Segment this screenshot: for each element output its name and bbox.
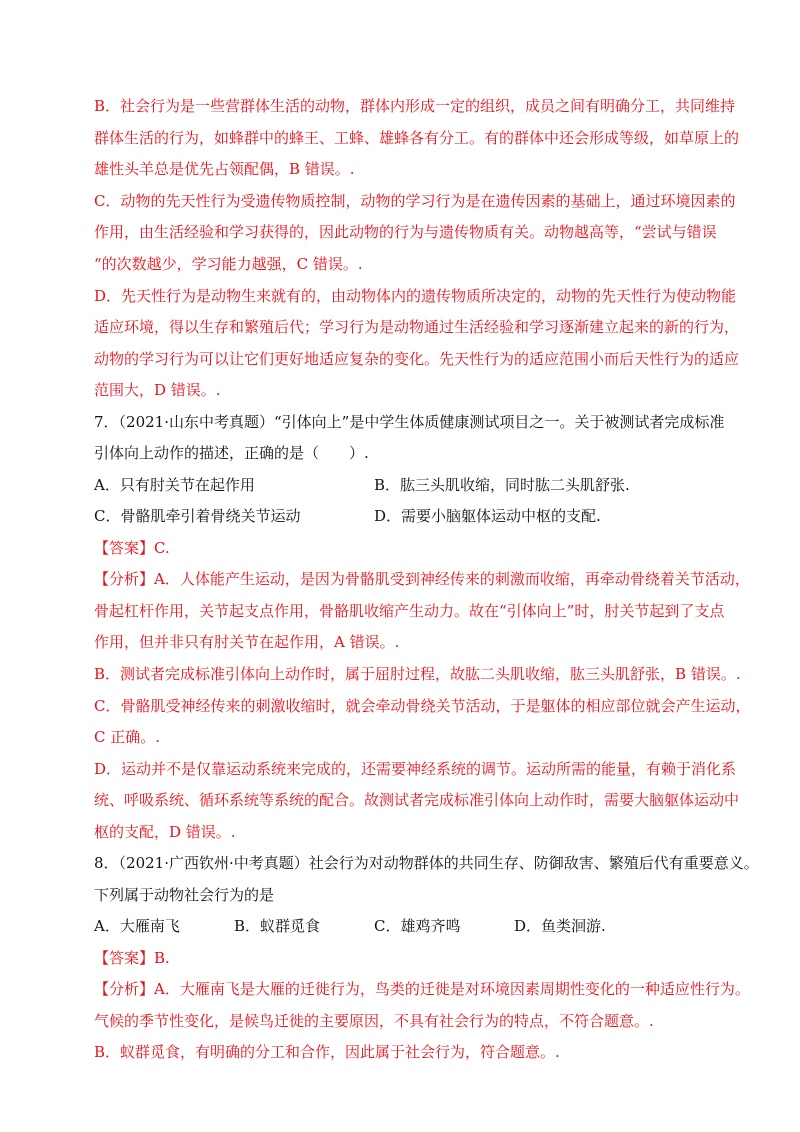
- q7-analysis-b-line1: B．测试者完成标准引体向上动作时，属于屈肘过程，故肱二头肌收缩，肱三头肌舒张，B 错误。.: [94, 665, 741, 683]
- q6-analysis-d-line3: 动物的学习行为可以让它们更好地适应复杂的变化。先天性行为的适应范围小而后天性行为的适应: [94, 350, 740, 368]
- q7-analysis-line3: 作用，但并非只有肘关节在起作用，A 错误。.: [94, 633, 400, 651]
- q6-analysis-c-line1: C．动物的先天性行为受遗传物质控制，动物的学习行为是在遗传因素的基础上，通过环境因素的: [94, 192, 736, 210]
- q8-analysis-line2: 气候的季节性变化，是候鸟迁徙的主要原因，不具有社会行为的特点，不符合题意。.: [94, 1012, 654, 1030]
- q7-option-c: C．骨骼肌牵引着骨绕关节运动: [94, 507, 301, 525]
- q6-analysis-d-line4: 范围大，D 错误。.: [94, 381, 221, 399]
- q6-analysis-c-line2: 作用，由生活经验和学习获得的，因此动物的行为与遗传物质有关。动物越高等，“尝试与错误: [94, 223, 717, 241]
- q8-analysis-line1: 【分析】A．大雁南飞是大雁的迁徙行为，鸟类的迁徙是对环境因素周期性变化的一种适应性行为。: [94, 980, 750, 998]
- q7-stem-line1: 7．（2021·山东中考真题）“引体向上”是中学生体质健康测试项目之一。关于被测试者完成标准: [94, 413, 725, 431]
- q7-option-d: D．需要小脑躯体运动中枢的支配.: [374, 507, 601, 525]
- q7-analysis-d-line3: 枢的支配，D 错误。.: [94, 823, 236, 841]
- q7-analysis-d-line2: 统、呼吸系统、循环系统等系统的配合。故测试者完成标准引体向上动作时，需要大脑躯体运动中: [94, 791, 740, 809]
- q8-stem-line2: 下列属于动物社会行为的是: [94, 886, 275, 904]
- q7-option-a: A．只有肘关节在起作用: [94, 476, 255, 494]
- q7-analysis-line1: 【分析】A．人体能产生运动，是因为骨骼肌受到神经传来的刺激而收缩，再牵动骨绕着关节活动，: [94, 570, 750, 588]
- q7-analysis-c-line1: C．骨骼肌受神经传来的刺激收缩时，就会牵动骨绕关节活动，于是躯体的相应部位就会产生运动，: [94, 697, 751, 715]
- q8-analysis-b-line1: B．蚁群觅食，有明确的分工和合作，因此属于社会行为，符合题意。.: [94, 1043, 560, 1061]
- q7-analysis-line2: 骨起杠杆作用，关节起支点作用，骨骼肌收缩产生动力。故在“引体向上”时，肘关节起到了支点: [94, 602, 725, 620]
- q7-answer: 【答案】C.: [94, 539, 170, 557]
- q7-analysis-c-line2: C 正确。.: [94, 728, 161, 746]
- q6-analysis-b-line1: B．社会行为是一些营群体生活的动物，群体内形成一定的组织，成员之间有明确分工，共同维持: [94, 97, 736, 115]
- q8-option-a: A．大雁南飞: [94, 917, 180, 935]
- q8-stem-line1: 8．（2021·广西钦州·中考真题）社会行为对动物群体的共同生存、防御敌害、繁殖后代有重要意义。: [94, 854, 759, 872]
- q8-option-b: B．蚁群觅食: [234, 917, 321, 935]
- q8-option-d: D．鱼类洄游.: [514, 917, 606, 935]
- q6-analysis-d-line1: D．先天性行为是动物生来就有的，由动物体内的遗传物质所决定的，动物的先天性行为使动物能: [94, 287, 737, 305]
- q6-analysis-b-line3: 雄性头羊总是优先占领配偶，B 错误。.: [94, 160, 355, 178]
- q6-analysis-b-line2: 群体生活的行为，如蜂群中的蜂王、工蜂、雄蜂各有分工。有的群体中还会形成等级，如草原上的: [94, 129, 740, 147]
- q7-stem-line2: 引体向上动作的描述，正确的是（ ）.: [94, 444, 369, 462]
- q7-analysis-d-line1: D．运动并不是仅靠运动系统来完成的，还需要神经系统的调节。运动所需的能量，有赖于消化系: [94, 760, 737, 778]
- q8-answer: 【答案】B.: [94, 949, 170, 967]
- q6-analysis-d-line2: 适应环境，得以生存和繁殖后代；学习行为是动物通过生活经验和学习逐渐建立起来的新的行为，: [94, 318, 740, 336]
- q7-option-b: B．肱三头肌收缩，同时肱二头肌舒张.: [374, 476, 630, 494]
- q6-analysis-c-line3: “的次数越少，学习能力越强，C 错误。.: [94, 255, 363, 273]
- q8-option-c: C．雄鸡齐鸣: [374, 917, 461, 935]
